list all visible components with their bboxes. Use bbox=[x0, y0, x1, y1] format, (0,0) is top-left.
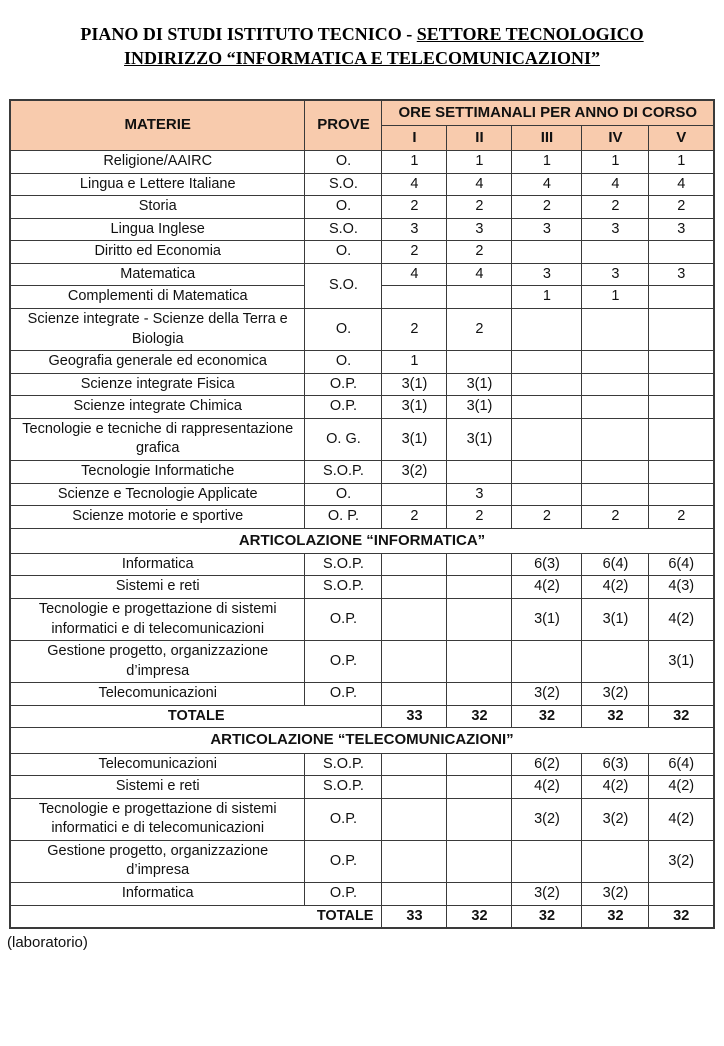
hours-cell bbox=[512, 241, 582, 264]
hours-cell bbox=[649, 309, 714, 351]
hours-cell: 4(2) bbox=[649, 599, 714, 641]
subject-cell: Scienze motorie e sportive bbox=[10, 506, 305, 529]
hours-cell: 2 bbox=[382, 506, 447, 529]
prove-cell: O.P. bbox=[305, 599, 382, 641]
hours-cell bbox=[649, 241, 714, 264]
hours-cell: 1 bbox=[582, 151, 649, 174]
subject-cell: Scienze integrate - Scienze della Terra e Biologia bbox=[10, 309, 305, 351]
subject-cell: Gestione progetto, organizzazione d’impresa bbox=[10, 641, 305, 683]
hours-cell: 4 bbox=[447, 263, 512, 286]
prove-cell: O.P. bbox=[305, 683, 382, 706]
hours-cell: 2 bbox=[447, 196, 512, 219]
total-row bbox=[10, 705, 714, 728]
prove-cell: O. bbox=[305, 151, 382, 174]
hours-cell bbox=[382, 599, 447, 641]
subject-row bbox=[10, 576, 714, 599]
total-hours-cell: 32 bbox=[447, 705, 512, 728]
prove-cell: O.P. bbox=[305, 883, 382, 906]
subject-cell: Lingua e Lettere Italiane bbox=[10, 173, 305, 196]
hours-cell: 6(4) bbox=[649, 753, 714, 776]
hours-cell bbox=[649, 883, 714, 906]
table-header bbox=[10, 100, 714, 151]
hours-cell bbox=[447, 641, 512, 683]
hours-cell bbox=[447, 599, 512, 641]
hours-cell: 3 bbox=[582, 263, 649, 286]
subject-cell: Complementi di Matematica bbox=[10, 286, 305, 309]
hours-cell bbox=[582, 396, 649, 419]
column-header-year-2: II bbox=[447, 125, 512, 150]
subject-row bbox=[10, 776, 714, 799]
total-hours-cell: 32 bbox=[649, 905, 714, 928]
hours-cell: 3 bbox=[582, 218, 649, 241]
column-header-year-4: IV bbox=[582, 125, 649, 150]
hours-cell bbox=[582, 418, 649, 460]
hours-cell: 2 bbox=[382, 241, 447, 264]
hours-cell bbox=[512, 840, 582, 882]
prove-cell: S.O.P. bbox=[305, 576, 382, 599]
hours-cell: 3(1) bbox=[582, 599, 649, 641]
subject-cell: Scienze integrate Fisica bbox=[10, 373, 305, 396]
table-header-row-1 bbox=[10, 100, 714, 126]
section-row bbox=[10, 728, 714, 753]
prove-cell: O. bbox=[305, 196, 382, 219]
hours-cell bbox=[447, 753, 512, 776]
hours-cell: 4 bbox=[447, 173, 512, 196]
hours-cell bbox=[512, 641, 582, 683]
hours-cell bbox=[447, 553, 512, 576]
hours-cell: 3(2) bbox=[582, 883, 649, 906]
hours-cell bbox=[582, 309, 649, 351]
subject-row bbox=[10, 553, 714, 576]
hours-cell: 3(1) bbox=[649, 641, 714, 683]
subject-row bbox=[10, 309, 714, 351]
hours-cell bbox=[382, 798, 447, 840]
subject-cell: Lingua Inglese bbox=[10, 218, 305, 241]
hours-cell: 4(3) bbox=[649, 576, 714, 599]
hours-cell: 2 bbox=[447, 241, 512, 264]
subject-row bbox=[10, 883, 714, 906]
table-body bbox=[10, 151, 714, 929]
hours-cell bbox=[582, 483, 649, 506]
column-header-year-5: V bbox=[649, 125, 714, 150]
prove-cell: S.O.P. bbox=[305, 776, 382, 799]
section-label: ARTICOLAZIONE “TELECOMUNICAZIONI” bbox=[10, 728, 714, 753]
hours-cell: 4(2) bbox=[582, 776, 649, 799]
page-title-line1-prefix: PIANO DI STUDI ISTITUTO TECNICO - bbox=[80, 24, 417, 44]
hours-cell: 4(2) bbox=[649, 776, 714, 799]
subject-cell: Informatica bbox=[10, 553, 305, 576]
hours-cell bbox=[582, 460, 649, 483]
prove-cell: S.O. bbox=[305, 263, 382, 308]
prove-cell: O.P. bbox=[305, 840, 382, 882]
total-hours-cell: 32 bbox=[447, 905, 512, 928]
column-header-materie: MATERIE bbox=[10, 100, 305, 151]
prove-cell: S.O.P. bbox=[305, 553, 382, 576]
total-hours-cell: 33 bbox=[382, 905, 447, 928]
prove-cell: S.O. bbox=[305, 218, 382, 241]
hours-cell: 2 bbox=[582, 196, 649, 219]
hours-cell: 2 bbox=[512, 506, 582, 529]
hours-cell: 1 bbox=[382, 351, 447, 374]
laboratory-footnote: (laboratorio) bbox=[7, 934, 88, 952]
prove-cell: S.O.P. bbox=[305, 460, 382, 483]
hours-cell: 4 bbox=[382, 173, 447, 196]
hours-cell bbox=[649, 460, 714, 483]
hours-cell: 3(1) bbox=[382, 396, 447, 419]
subject-row bbox=[10, 683, 714, 706]
hours-cell: 3 bbox=[447, 483, 512, 506]
prove-cell: O. P. bbox=[305, 506, 382, 529]
subject-cell: Scienze e Tecnologie Applicate bbox=[10, 483, 305, 506]
column-header-prove: PROVE bbox=[305, 100, 382, 151]
prove-cell: O.P. bbox=[305, 641, 382, 683]
hours-cell: 1 bbox=[512, 151, 582, 174]
hours-cell bbox=[447, 776, 512, 799]
hours-cell bbox=[382, 553, 447, 576]
hours-cell: 3(2) bbox=[382, 460, 447, 483]
page-title bbox=[6, 22, 718, 71]
total-hours-cell: 32 bbox=[512, 905, 582, 928]
prove-cell: O.P. bbox=[305, 396, 382, 419]
hours-cell: 4(2) bbox=[512, 776, 582, 799]
subject-row bbox=[10, 196, 714, 219]
page-title-line1-underlined: SETTORE TECNOLOGICO bbox=[416, 24, 644, 44]
hours-cell: 4(2) bbox=[582, 576, 649, 599]
hours-cell: 3(2) bbox=[649, 840, 714, 882]
subject-row bbox=[10, 798, 714, 840]
hours-cell: 2 bbox=[382, 196, 447, 219]
hours-cell bbox=[512, 396, 582, 419]
subject-cell: Telecomunicazioni bbox=[10, 683, 305, 706]
hours-cell: 4(2) bbox=[512, 576, 582, 599]
hours-cell: 2 bbox=[512, 196, 582, 219]
hours-cell bbox=[382, 883, 447, 906]
subject-row bbox=[10, 460, 714, 483]
hours-cell: 3(1) bbox=[447, 396, 512, 419]
prove-cell: O. G. bbox=[305, 418, 382, 460]
column-header-ore-settimanali: ORE SETTIMANALI PER ANNO DI CORSO bbox=[382, 100, 714, 126]
hours-cell: 3(1) bbox=[447, 418, 512, 460]
subject-cell: Scienze integrate Chimica bbox=[10, 396, 305, 419]
section-row bbox=[10, 528, 714, 553]
hours-cell bbox=[382, 641, 447, 683]
subject-row bbox=[10, 506, 714, 529]
subject-cell: Informatica bbox=[10, 883, 305, 906]
hours-cell bbox=[582, 351, 649, 374]
total-hours-cell: 32 bbox=[582, 905, 649, 928]
hours-cell bbox=[447, 351, 512, 374]
subject-cell: Tecnologie Informatiche bbox=[10, 460, 305, 483]
hours-cell: 2 bbox=[649, 196, 714, 219]
hours-cell: 3 bbox=[649, 218, 714, 241]
hours-cell: 6(2) bbox=[512, 753, 582, 776]
total-label: TOTALE bbox=[10, 905, 382, 928]
document-page bbox=[0, 22, 724, 1046]
prove-cell: S.O. bbox=[305, 173, 382, 196]
hours-cell bbox=[512, 483, 582, 506]
column-header-year-1: I bbox=[382, 125, 447, 150]
subject-row bbox=[10, 263, 714, 286]
hours-cell bbox=[582, 373, 649, 396]
hours-cell: 4 bbox=[649, 173, 714, 196]
total-row bbox=[10, 905, 714, 928]
total-hours-cell: 32 bbox=[512, 705, 582, 728]
hours-cell bbox=[582, 641, 649, 683]
hours-cell: 1 bbox=[649, 151, 714, 174]
subject-cell: Storia bbox=[10, 196, 305, 219]
hours-cell: 1 bbox=[582, 286, 649, 309]
hours-cell bbox=[649, 373, 714, 396]
hours-cell: 1 bbox=[447, 151, 512, 174]
hours-cell bbox=[447, 460, 512, 483]
subject-cell: Geografia generale ed economica bbox=[10, 351, 305, 374]
hours-cell bbox=[649, 396, 714, 419]
total-hours-cell: 33 bbox=[382, 705, 447, 728]
hours-cell: 3 bbox=[649, 263, 714, 286]
hours-cell bbox=[512, 460, 582, 483]
subject-cell: Religione/AAIRC bbox=[10, 151, 305, 174]
subject-row bbox=[10, 483, 714, 506]
subject-row bbox=[10, 840, 714, 882]
hours-cell bbox=[649, 286, 714, 309]
subject-cell: Sistemi e reti bbox=[10, 576, 305, 599]
hours-cell bbox=[512, 309, 582, 351]
hours-cell: 1 bbox=[382, 151, 447, 174]
hours-cell bbox=[447, 576, 512, 599]
hours-cell: 3(1) bbox=[447, 373, 512, 396]
subject-cell: Gestione progetto, organizzazione d’impresa bbox=[10, 840, 305, 882]
hours-cell bbox=[382, 753, 447, 776]
prove-cell: S.O.P. bbox=[305, 753, 382, 776]
subject-row bbox=[10, 173, 714, 196]
hours-cell bbox=[649, 351, 714, 374]
hours-cell bbox=[447, 798, 512, 840]
hours-cell bbox=[382, 683, 447, 706]
hours-cell: 3(1) bbox=[382, 418, 447, 460]
hours-cell: 3(2) bbox=[582, 798, 649, 840]
hours-cell bbox=[382, 483, 447, 506]
subject-row bbox=[10, 218, 714, 241]
hours-cell bbox=[649, 418, 714, 460]
prove-cell: O. bbox=[305, 241, 382, 264]
hours-cell bbox=[447, 883, 512, 906]
hours-cell bbox=[447, 286, 512, 309]
hours-cell: 2 bbox=[649, 506, 714, 529]
hours-cell: 6(4) bbox=[582, 553, 649, 576]
hours-cell: 2 bbox=[447, 506, 512, 529]
hours-cell bbox=[649, 483, 714, 506]
hours-cell: 2 bbox=[382, 309, 447, 351]
hours-cell: 2 bbox=[582, 506, 649, 529]
hours-cell: 3 bbox=[447, 218, 512, 241]
subject-row bbox=[10, 241, 714, 264]
section-label: ARTICOLAZIONE “INFORMATICA” bbox=[10, 528, 714, 553]
hours-cell bbox=[447, 840, 512, 882]
hours-cell: 3(2) bbox=[582, 683, 649, 706]
hours-cell: 3(1) bbox=[512, 599, 582, 641]
subject-row bbox=[10, 351, 714, 374]
prove-cell: O. bbox=[305, 351, 382, 374]
prove-cell: O. bbox=[305, 483, 382, 506]
column-header-year-3: III bbox=[512, 125, 582, 150]
hours-cell: 4 bbox=[582, 173, 649, 196]
hours-cell: 3 bbox=[512, 218, 582, 241]
hours-cell: 3(1) bbox=[382, 373, 447, 396]
hours-cell: 1 bbox=[512, 286, 582, 309]
hours-cell bbox=[582, 840, 649, 882]
hours-cell bbox=[382, 576, 447, 599]
hours-cell bbox=[447, 683, 512, 706]
hours-cell: 3 bbox=[382, 218, 447, 241]
subject-cell: Sistemi e reti bbox=[10, 776, 305, 799]
total-label: TOTALE bbox=[10, 705, 382, 728]
hours-cell bbox=[382, 286, 447, 309]
hours-cell bbox=[382, 840, 447, 882]
subject-cell: Diritto ed Economia bbox=[10, 241, 305, 264]
hours-cell bbox=[649, 683, 714, 706]
hours-cell: 3(2) bbox=[512, 683, 582, 706]
hours-cell: 4 bbox=[512, 173, 582, 196]
subject-cell: Tecnologie e tecniche di rappresentazione grafica bbox=[10, 418, 305, 460]
prove-cell: O. bbox=[305, 309, 382, 351]
subject-row bbox=[10, 373, 714, 396]
prove-cell: O.P. bbox=[305, 373, 382, 396]
subject-row bbox=[10, 599, 714, 641]
page-title-line2: INDIRIZZO “INFORMATICA E TELECOMUNICAZIONI” bbox=[124, 48, 600, 69]
hours-cell bbox=[512, 373, 582, 396]
hours-cell: 3(2) bbox=[512, 798, 582, 840]
subject-cell: Telecomunicazioni bbox=[10, 753, 305, 776]
hours-cell bbox=[512, 418, 582, 460]
subject-row bbox=[10, 418, 714, 460]
subject-row bbox=[10, 396, 714, 419]
prove-cell: O.P. bbox=[305, 798, 382, 840]
hours-cell: 3 bbox=[512, 263, 582, 286]
hours-cell: 6(3) bbox=[582, 753, 649, 776]
subject-cell: Matematica bbox=[10, 263, 305, 286]
subject-cell: Tecnologie e progettazione di sistemi informatici e di telecomunicazioni bbox=[10, 599, 305, 641]
hours-cell: 3(2) bbox=[512, 883, 582, 906]
hours-cell: 4 bbox=[382, 263, 447, 286]
hours-cell: 6(3) bbox=[512, 553, 582, 576]
subject-row bbox=[10, 753, 714, 776]
hours-cell bbox=[512, 351, 582, 374]
total-hours-cell: 32 bbox=[582, 705, 649, 728]
subject-cell: Tecnologie e progettazione di sistemi informatici e di telecomunicazioni bbox=[10, 798, 305, 840]
hours-cell: 2 bbox=[447, 309, 512, 351]
hours-cell: 6(4) bbox=[649, 553, 714, 576]
hours-cell bbox=[582, 241, 649, 264]
subject-row bbox=[10, 641, 714, 683]
total-hours-cell: 32 bbox=[649, 705, 714, 728]
subject-row bbox=[10, 151, 714, 174]
hours-cell bbox=[382, 776, 447, 799]
hours-cell: 4(2) bbox=[649, 798, 714, 840]
study-plan-table bbox=[9, 99, 715, 930]
